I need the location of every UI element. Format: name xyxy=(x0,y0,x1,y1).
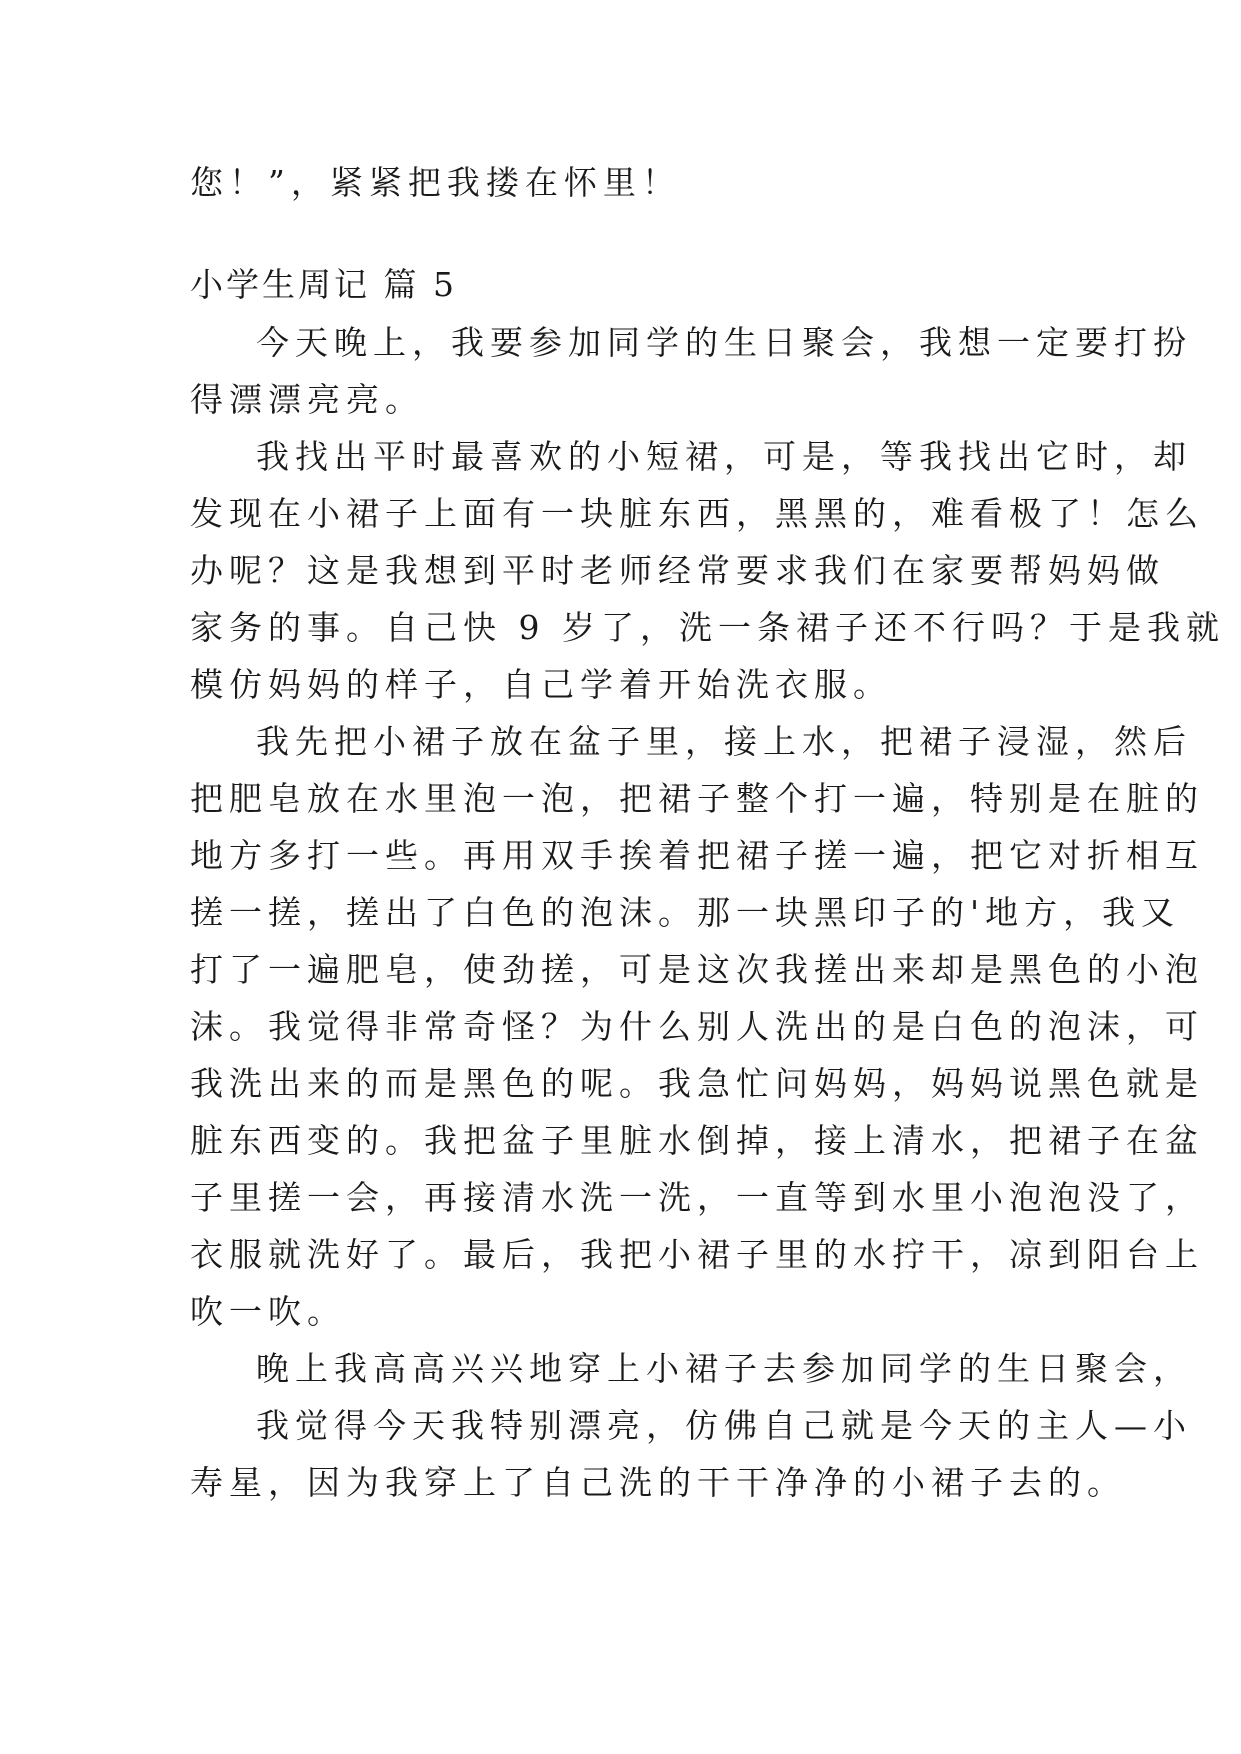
paragraph-line: 地方多打一些。再用双手挨着把裙子搓一遍，把它对折相互 xyxy=(190,836,1204,875)
paragraph-line: 得漂漂亮亮。 xyxy=(190,380,424,419)
paragraph-line: 家务的事。自己快 9 岁了，洗一条裙子还不行吗？于是我就 xyxy=(190,608,1225,647)
paragraph-5 xyxy=(190,1397,1192,1511)
paragraph-line: 寿星，因为我穿上了自己洗的干干净净的小裙子去的。 xyxy=(190,1463,1126,1502)
paragraph-line: 今天晚上，我要参加同学的生日聚会，我想一定要打扮 xyxy=(256,323,1192,362)
paragraph-3 xyxy=(190,713,1204,1340)
paragraph-1 xyxy=(190,314,1192,428)
paragraph-line: 晚上我高高兴兴地穿上小裙子去参加同学的生日聚会， xyxy=(256,1349,1192,1388)
paragraph-line: 办呢？这是我想到平时老师经常要求我们在家要帮妈妈做 xyxy=(190,551,1165,590)
paragraph-line: 我洗出来的而是黑色的呢。我急忙问妈妈，妈妈说黑色就是 xyxy=(190,1064,1204,1103)
paragraph-4 xyxy=(190,1340,1192,1397)
paragraph-line: 打了一遍肥皂，使劲搓，可是这次我搓出来却是黑色的小泡 xyxy=(190,950,1204,989)
paragraph-line: 我先把小裙子放在盆子里，接上水，把裙子浸湿，然后 xyxy=(256,722,1192,761)
paragraph-line: 发现在小裙子上面有一块脏东西，黑黑的，难看极了！怎么 xyxy=(190,494,1204,533)
paragraph-line: 模仿妈妈的样子，自己学着开始洗衣服。 xyxy=(190,665,892,704)
paragraph-line: 子里搓一会，再接清水洗一洗，一直等到水里小泡泡没了， xyxy=(190,1178,1204,1217)
paragraph-line: 我找出平时最喜欢的小短裙，可是，等我找出它时，却 xyxy=(256,437,1192,476)
paragraph-line: 吹一吹。 xyxy=(190,1292,346,1331)
paragraph-line: 把肥皂放在水里泡一泡，把裙子整个打一遍，特别是在脏的 xyxy=(190,779,1204,818)
paragraph-line: 我觉得今天我特别漂亮，仿佛自己就是今天的主人—小 xyxy=(256,1406,1192,1445)
paragraph-line: 搓一搓，搓出了白色的泡沫。那一块黑印子的'地方，我又 xyxy=(190,893,1181,932)
paragraph-2 xyxy=(190,428,1225,713)
continuation-line: 您！”，紧紧把我搂在怀里！ xyxy=(190,163,681,202)
paragraph-line: 脏东西变的。我把盆子里脏水倒掉，接上清水，把裙子在盆 xyxy=(190,1121,1204,1160)
section-title: 小学生周记 篇 5 xyxy=(190,265,457,304)
paragraph-line: 沫。我觉得非常奇怪？为什么别人洗出的是白色的泡沫，可 xyxy=(190,1007,1204,1046)
paragraph-line: 衣服就洗好了。最后，我把小裙子里的水拧干，凉到阳台上 xyxy=(190,1235,1204,1274)
